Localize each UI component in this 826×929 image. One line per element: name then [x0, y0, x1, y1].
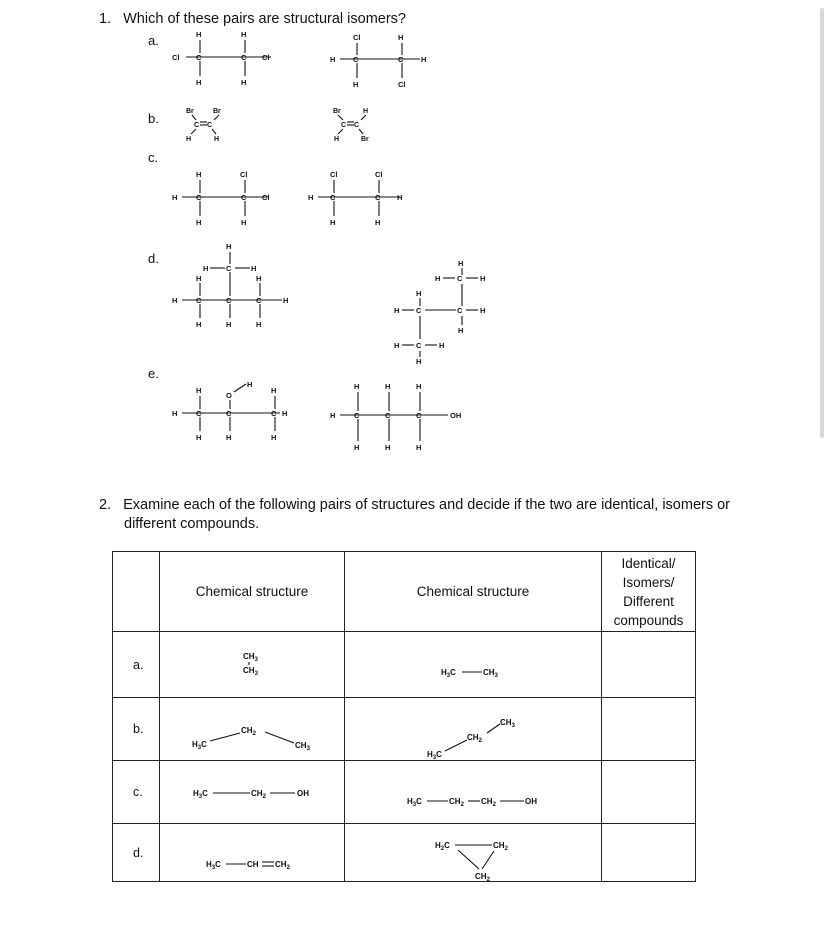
svg-text:H: H [353, 80, 359, 89]
svg-text:H: H [241, 30, 247, 39]
svg-text:H: H [196, 274, 202, 283]
row-b-answer[interactable] [602, 698, 696, 761]
col3-header [602, 552, 696, 632]
svg-text:H: H [416, 289, 422, 298]
svg-text:H: H [308, 193, 314, 202]
svg-text:CH3: $CH_3$ [243, 652, 258, 663]
svg-text:H3C: $H_3C$ [192, 740, 207, 751]
svg-text:H: H [256, 274, 262, 283]
svg-text:H: H [354, 382, 360, 391]
structures-table [112, 551, 696, 882]
svg-text:C: C [194, 122, 200, 129]
svg-text:C: C [375, 193, 381, 202]
svg-text:H: H [196, 30, 202, 39]
svg-text:C: C [196, 409, 202, 418]
svg-text:H: H [196, 320, 202, 329]
scrollbar[interactable] [820, 8, 824, 438]
svg-text:C: C [226, 409, 232, 418]
q1d-left-structure [172, 242, 288, 329]
svg-text:C: C [354, 411, 360, 420]
svg-text:H: H [330, 411, 336, 420]
svg-text:C: C [196, 296, 202, 305]
svg-text:H2C: $H_2C$ [435, 841, 450, 852]
svg-text:C: C [457, 306, 463, 315]
svg-text:Br: Br [333, 108, 341, 115]
svg-text:C: C [330, 193, 336, 202]
svg-text:C: C [457, 274, 463, 283]
svg-text:C: C [341, 122, 347, 129]
svg-text:C: C [416, 411, 422, 420]
svg-text:CH3: $CH_3$ [483, 668, 498, 679]
svg-text:C: C [196, 193, 202, 202]
svg-text:H: H [416, 443, 422, 452]
svg-text:CH3: $CH_3$ [295, 741, 310, 752]
svg-text:O: O [226, 391, 232, 400]
col3-header-line-3: Different [623, 593, 674, 609]
svg-text:CH2: $CH_2$ [481, 797, 496, 808]
svg-text:H: H [247, 380, 253, 389]
svg-text:H: H [416, 357, 422, 366]
svg-text:H: H [354, 443, 360, 452]
svg-text:H: H [214, 136, 220, 143]
svg-text:C: C [353, 55, 359, 64]
svg-text:Br: Br [361, 136, 369, 143]
svg-text:C: C [256, 296, 262, 305]
svg-text:H: H [186, 136, 192, 143]
svg-text:H: H [330, 55, 336, 64]
svg-text:H: H [334, 136, 340, 143]
svg-text:Cl: Cl [262, 53, 270, 62]
col3-header-line-2: Isomers/ [622, 574, 675, 590]
svg-text:CH2: $CH_2$ [449, 797, 464, 808]
svg-text:CH3: $CH_3$ [500, 718, 515, 729]
svg-text:H: H [196, 170, 202, 179]
svg-text:H: H [271, 386, 277, 395]
svg-text:C: C [241, 53, 247, 62]
svg-text:CH2: $CH_2$ [241, 726, 256, 737]
svg-text:H: H [203, 264, 209, 273]
svg-text:H: H [172, 193, 178, 202]
question-2-text-line-1: Examine each of the following pairs of structures and decide if the two are identical, isomers or [123, 497, 731, 513]
svg-text:H: H [283, 296, 289, 305]
svg-text:H: H [480, 274, 486, 283]
q1-part-c-label: c. [148, 150, 159, 165]
svg-text:H: H [196, 433, 202, 442]
svg-text:H: H [196, 78, 202, 87]
svg-text:CH2: $CH_2$ [467, 733, 482, 744]
col2-header: Chemical structure [345, 552, 602, 632]
q1c-left-structure [172, 170, 270, 227]
svg-text:Cl: Cl [353, 33, 361, 42]
row-b-structure-1 [160, 698, 345, 761]
question-2-text-line-2: different compounds. [124, 516, 260, 532]
svg-text:CH2: $CH_2$ [493, 841, 508, 852]
svg-text:H: H [226, 320, 232, 329]
svg-text:CH2: $CH_2$ [275, 860, 290, 871]
svg-text:C: C [271, 409, 277, 418]
svg-text:C: C [354, 122, 360, 129]
svg-text:H: H [435, 274, 441, 283]
svg-text:H: H [458, 326, 464, 335]
svg-text:H: H [394, 306, 400, 315]
svg-text:H: H [439, 341, 445, 350]
svg-text:H: H [226, 433, 232, 442]
question-2-number: 2. [99, 497, 112, 513]
col3-header-line-1: Identical/ [621, 555, 676, 571]
svg-text:H: H [421, 55, 427, 64]
svg-text:Cl: Cl [375, 170, 383, 179]
row-d-answer[interactable] [602, 824, 696, 882]
svg-text:CH2: $CH_2$ [251, 789, 266, 800]
svg-text:H: H [172, 409, 178, 418]
row-b-structure-2 [345, 698, 602, 761]
svg-text:H: H [196, 218, 202, 227]
col3-header-line-4: compounds [613, 612, 684, 628]
row-d-structure-2 [345, 824, 602, 882]
q1b-left-structure [186, 108, 221, 143]
svg-text:H: H [458, 259, 464, 268]
svg-text:Br: Br [186, 108, 194, 115]
svg-text:H: H [375, 218, 381, 227]
svg-text:Cl: Cl [398, 80, 406, 89]
svg-text:C: C [241, 193, 247, 202]
svg-text:H: H [363, 108, 369, 115]
table-row [113, 761, 696, 824]
table-header-row [113, 552, 696, 632]
svg-text:CH3: $CH_3$ [243, 666, 258, 677]
svg-text:CH: CH [247, 860, 259, 869]
svg-text:C: C [398, 55, 404, 64]
svg-text:H3C: $H_3C$ [407, 797, 422, 808]
q1b-right-structure [333, 108, 369, 143]
svg-text:H: H [397, 193, 403, 202]
table-row [113, 632, 696, 698]
row-c-answer[interactable] [602, 761, 696, 824]
svg-text:CH2: $CH_2$ [475, 872, 490, 883]
svg-text:H: H [241, 78, 247, 87]
q1e-right-structure [330, 382, 461, 452]
svg-text:Cl: Cl [330, 170, 338, 179]
svg-text:C: C [196, 53, 202, 62]
table-row [113, 824, 696, 882]
q1a-right-structure [330, 33, 426, 89]
row-c-structure-2 [345, 761, 602, 824]
svg-text:C: C [226, 296, 232, 305]
svg-text:Cl: Cl [172, 53, 180, 62]
q1-part-b-label: b. [148, 111, 159, 126]
q1-part-d-label: d. [148, 251, 159, 266]
svg-text:OH: OH [297, 789, 309, 798]
row-d-structure-1 [160, 824, 345, 882]
svg-text:H: H [196, 386, 202, 395]
row-a-structure-1 [160, 632, 345, 698]
svg-text:C: C [226, 264, 232, 273]
svg-text:Cl: Cl [262, 193, 270, 202]
col1-header: Chemical structure [160, 552, 345, 632]
svg-text:OH: OH [450, 411, 462, 420]
row-b-label: b. [113, 698, 160, 761]
question-1-number: 1. [99, 11, 112, 27]
header-empty-cell [113, 552, 160, 632]
svg-text:H: H [172, 296, 178, 305]
svg-text:C: C [207, 122, 213, 129]
svg-text:Cl: Cl [240, 170, 248, 179]
svg-text:H: H [282, 409, 288, 418]
svg-text:OH: OH [525, 797, 537, 806]
table-row [113, 698, 696, 761]
svg-text:H: H [226, 242, 232, 251]
row-d-label: d. [113, 824, 160, 882]
svg-text:H: H [330, 218, 336, 227]
svg-text:H: H [385, 382, 391, 391]
q1c-right-structure [308, 170, 402, 227]
q1e-left-structure [172, 380, 287, 442]
question-2 [99, 496, 799, 534]
row-a-answer[interactable] [602, 632, 696, 698]
q1-part-a-label: a. [148, 33, 159, 48]
question-1-text: Which of these pairs are structural isomers? [123, 11, 406, 27]
q1-part-e-label: e. [148, 366, 159, 381]
svg-text:H3C: $H_3C$ [441, 668, 456, 679]
row-c-label: c. [113, 761, 160, 824]
svg-text:H3C: $H_3C$ [427, 750, 442, 761]
svg-text:H: H [256, 320, 262, 329]
q1a-left-structure [172, 30, 271, 87]
svg-text:H: H [251, 264, 257, 273]
svg-text:H: H [416, 382, 422, 391]
svg-text:C: C [385, 411, 391, 420]
svg-text:Br: Br [213, 108, 221, 115]
svg-text:H: H [480, 306, 486, 315]
svg-text:H: H [271, 433, 277, 442]
svg-text:H: H [241, 218, 247, 227]
svg-text:H: H [394, 341, 400, 350]
svg-text:H: H [398, 33, 404, 42]
svg-text:H: H [385, 443, 391, 452]
svg-text:C: C [416, 306, 422, 315]
row-a-structure-2 [345, 632, 602, 698]
svg-text:H3C: $H_3C$ [193, 789, 208, 800]
svg-text:C: C [416, 341, 422, 350]
q1d-right-structure [394, 259, 485, 366]
row-a-label: a. [113, 632, 160, 698]
svg-text:H3C: $H_3C$ [206, 860, 221, 871]
row-c-structure-1 [160, 761, 345, 824]
